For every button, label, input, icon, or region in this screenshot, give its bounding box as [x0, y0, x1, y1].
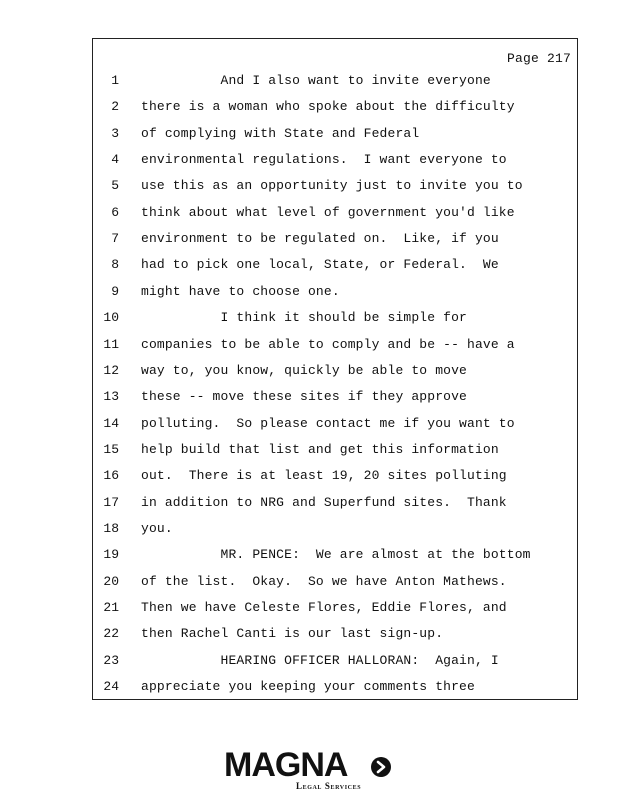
line-text: had to pick one local, State, or Federal. We: [141, 257, 499, 273]
line-text: polluting. So please contact me if you want to: [141, 415, 515, 431]
line-text: way to, you know, quickly be able to move: [141, 362, 468, 378]
line-text: might have to choose one.: [141, 283, 340, 299]
line-number: 24: [103, 679, 119, 695]
transcript-line: [93, 519, 577, 539]
line-text: of the list. Okay. So we have Anton Mathews.: [141, 573, 507, 589]
transcript-page: [92, 38, 578, 700]
logo-wordmark: MAGNA: [224, 746, 348, 784]
line-text: then Rachel Canti is our last sign-up.: [141, 626, 444, 642]
line-text: think about what level of government you'd like: [141, 204, 515, 220]
transcript-line: [93, 203, 577, 223]
transcript-line: [93, 493, 577, 513]
transcript-line: [93, 387, 577, 407]
line-text: HEARING OFFICER HALLORAN: Again, I: [141, 652, 499, 668]
line-text: And I also want to invite everyone: [141, 73, 491, 88]
line-text: environmental regulations. I want everyone to: [141, 152, 507, 168]
transcript-line: [93, 624, 577, 644]
line-number: 21: [103, 600, 119, 615]
transcript-line: [93, 545, 577, 565]
transcript-line: [93, 255, 577, 275]
transcript-line: [93, 71, 577, 91]
transcript-line: [93, 572, 577, 592]
line-number: 11: [103, 336, 119, 352]
line-number: 17: [103, 494, 119, 510]
line-text: I think it should be simple for: [141, 310, 468, 326]
line-text: of complying with State and Federal: [141, 125, 420, 141]
transcript-line: [93, 308, 577, 328]
line-number: 7: [111, 231, 119, 247]
line-text: help build that list and get this information: [141, 441, 499, 457]
page-number: Page 217: [506, 51, 571, 66]
logo-subtitle: Legal Services: [296, 781, 362, 791]
transcript-line: [93, 466, 577, 486]
line-number: 13: [103, 389, 119, 405]
line-text: appreciate you keeping your comments three: [141, 679, 475, 695]
transcript-line: [93, 361, 577, 381]
line-text: out. There is at least 19, 20 sites polluting: [141, 468, 507, 484]
transcript-line: [93, 335, 577, 355]
transcript-line: [93, 150, 577, 170]
arrow-circle-icon: [370, 756, 392, 778]
line-number: 6: [111, 204, 119, 220]
line-text: in addition to NRG and Superfund sites. Thank: [141, 494, 507, 510]
transcript-line: [93, 282, 577, 302]
line-number: 15: [103, 441, 119, 457]
line-number: 5: [111, 178, 119, 194]
transcript-line: [93, 97, 577, 117]
line-number: 9: [111, 283, 119, 299]
line-text: Then we have Celeste Flores, Eddie Flores, and: [141, 600, 507, 615]
line-text: companies to be able to comply and be -- have a: [141, 336, 515, 352]
line-number: 16: [103, 468, 119, 484]
magna-logo: [224, 748, 394, 794]
line-number: 4: [111, 152, 119, 168]
transcript-line: [93, 176, 577, 196]
line-text: these -- move these sites if they approve: [141, 389, 468, 405]
transcript-line: [93, 229, 577, 249]
line-text: you.: [141, 520, 173, 536]
transcript-line: [93, 651, 577, 671]
line-text: MR. PENCE: We are almost at the bottom: [141, 547, 531, 563]
line-number: 12: [103, 362, 119, 378]
line-number: 23: [103, 652, 119, 668]
line-number: 2: [111, 99, 119, 115]
line-text: environment to be regulated on. Like, if you: [141, 231, 499, 247]
line-number: 18: [103, 520, 119, 536]
line-text: use this as an opportunity just to invite you to: [141, 178, 523, 194]
line-number: 22: [103, 626, 119, 642]
line-number: 19: [103, 547, 119, 563]
transcript-line: [93, 440, 577, 460]
line-text: there is a woman who spoke about the difficulty: [141, 99, 515, 115]
transcript-line: [93, 124, 577, 144]
transcript-line: [93, 414, 577, 434]
line-number: 8: [111, 257, 119, 273]
transcript-line: [93, 598, 577, 618]
line-number: 14: [103, 415, 119, 431]
line-number: 1: [111, 73, 119, 88]
line-number: 10: [103, 310, 119, 326]
transcript-line: [93, 677, 577, 697]
line-number: 20: [103, 573, 119, 589]
line-number: 3: [111, 125, 119, 141]
